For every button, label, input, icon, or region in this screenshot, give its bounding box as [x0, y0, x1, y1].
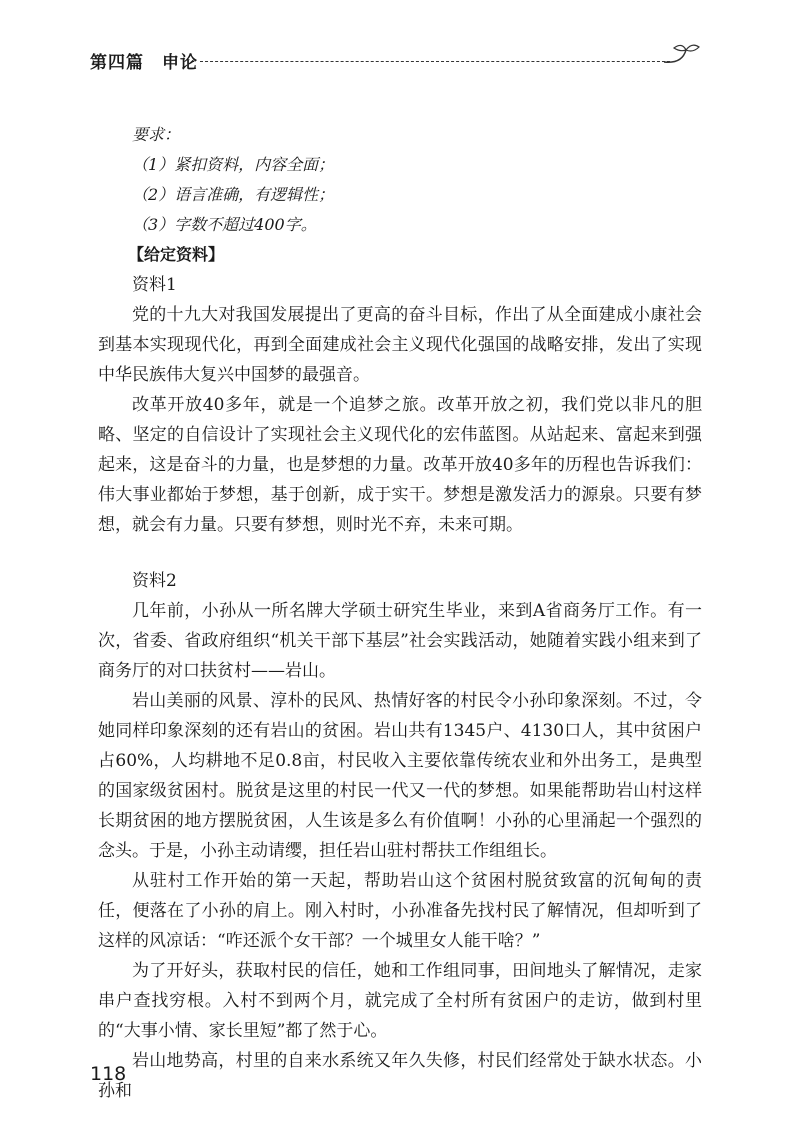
paragraph: 改革开放40多年，就是一个追梦之旅。改革开放之初，我们党以非凡的胆略、坚定的自信设计了实现社会主义现代化的宏伟蓝图。从站起来、富起来到强起来，这是奋斗的力量，也是梦想的力量。改革开放40多年的历程也告诉我们：伟大事业都始于梦想，基于创新，成于实干。梦想是激发活力的源泉。只要有梦想，就会有力量。只要有梦想，则时光不弃，未来可期。: [98, 395, 702, 535]
header-title: 第四篇 申论: [90, 53, 198, 73]
paragraph: 从驻村工作开始的第一天起，帮助岩山这个贫困村脱贫致富的沉甸甸的责任，便落在了小孙的肩上。刚入村时，小孙准备先找村民了解情况，但却听到了这样的风凉话：“咋还派个女干部？一个城里女人能干啥？”: [98, 871, 702, 951]
paragraph: 为了开好头，获取村民的信任，她和工作组同事，田间地头了解情况，走家串户查找穷根。入村不到两个月，就完成了全村所有贫困户的走访，做到村里的“大事小情、家长里短”都了然于心。: [98, 961, 702, 1041]
paragraph: 党的十九大对我国发展提出了更高的奋斗目标，作出了从全面建成小康社会到基本实现现代化，再到全面建成社会主义现代化强国的战略安排，发出了实现中华民族伟大复兴中国梦的最强音。: [98, 305, 702, 385]
paragraph: 岩山美丽的风景、淳朴的民风、热情好客的村民令小孙印象深刻。不过，令她同样印象深刻的还有岩山的贫困。岩山共有1345户、4130口人，其中贫困户占60%，人均耕地不足0.8亩，村民收入主要依靠传统农业和外出务工，是典型的国家级贫困村。脱贫是这里的村民一代又一代的梦想。如果能帮助岩山村这样长期贫困的地方摆脱贫困，人生该是多么有价值啊！小孙的心里涌起一个强烈的念头。于是，小孙主动请缨，担任岩山驻村帮扶工作组组长。: [98, 691, 702, 861]
materials-heading: 【给定资料】: [128, 245, 225, 264]
sprout-icon: [662, 44, 702, 74]
running-header: [90, 44, 710, 74]
material-1-label: 资料1: [132, 275, 177, 295]
requirement-item: （1）紧扣资料，内容全面；: [132, 155, 335, 174]
header-divider: [200, 61, 670, 62]
material-2-label: 资料2: [132, 571, 177, 591]
page-number: 118: [90, 1063, 127, 1085]
page-body: [98, 120, 702, 1106]
requirements-title: 要求：: [132, 125, 181, 144]
paragraph: 几年前，小孙从一所名牌大学硕士研究生毕业，来到A省商务厅工作。有一次，省委、省政府组织“机关干部下基层”社会实践活动，她随着实践小组来到了商务厅的对口扶贫村——岩山。: [98, 601, 702, 681]
paragraph: 岩山地势高，村里的自来水系统又年久失修，村民们经常处于缺水状态。小孙和: [98, 1051, 702, 1101]
requirement-item: （3）字数不超过400字。: [132, 215, 317, 234]
requirement-item: （2）语言准确，有逻辑性；: [132, 185, 335, 204]
